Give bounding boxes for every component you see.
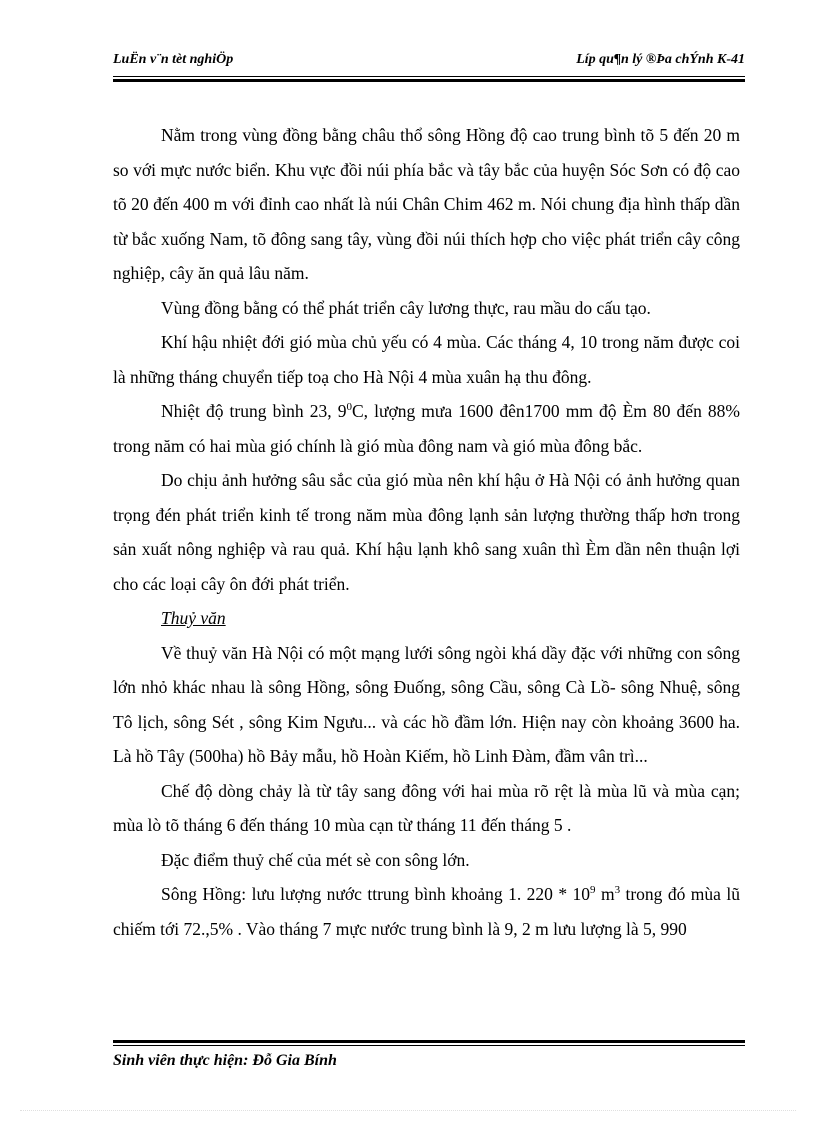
paragraph-temperature [113, 394, 740, 463]
paragraph-river-characteristics: Đặc điểm thuỷ chế của mét sè con sông lớn. [161, 849, 470, 870]
page-body [113, 118, 740, 946]
paragraph-climate-influence: Do chịu ảnh hưởng sâu sắc của gió mùa nên khí hậu ở Hà Nội có ảnh hưởng quan trọng đén phát triển kinh tế trong năm mùa đông lạnh sản lượng thường thấp hơn trong sản xuất nông nghiệp và rau quả. Khí hậu lạnh khô sang xuân thì Èm dần nên thuận lợi cho các loại cây ôn đới phát triển. [113, 470, 740, 594]
paragraph-plains: Vùng đồng bằng có thể phát triển cây lương thực, rau mầu do cấu tạo. [161, 297, 651, 318]
footer-student-name: Sinh viên thực hiện: Đỗ Gia Bính [113, 1052, 337, 1069]
flow-text: Sông Hồng: lưu lượng nước ttrung bình khoảng 1. 220 * 10 [161, 884, 591, 904]
page-header [113, 52, 745, 76]
flow-text-rest: trong đó mùa lũ chiếm tới 72.,5% . Vào tháng 7 mực nước trung bình là 9, 2 m lưu lượng là 5, 990 [113, 884, 740, 939]
paragraph-climate-seasons: Khí hậu nhiệt đới gió mùa chủ yếu có 4 mùa. Các tháng 4, 10 trong năm được coi là những tháng chuyển tiếp toạ cho Hà Nội 4 mùa xuân hạ thu đông. [113, 332, 740, 387]
header-class-name: Líp qu¶n lý ®Þa chÝnh K-41 [576, 52, 745, 67]
paragraph-terrain: Nằm trong vùng đồng bằng châu thổ sông Hồng độ cao trung bình tõ 5 đến 20 m so với mực nước biển. Khu vực đồi núi phía bắc và tây bắc của huyện Sóc Sơn có độ cao tõ 20 đến 400 m với đỉnh cao nhất là núi Chân Chim 462 m. Nói chung địa hình thấp dần từ bắc xuống Nam, tõ đông sang tây, vùng đồi núi thích hợp cho việc phát triển cây công nghiệp, cây ăn quả lâu năm. [113, 125, 740, 283]
page-bottom-dotted-border [20, 1110, 796, 1111]
header-rule-thin [113, 76, 745, 77]
flow-unit-sup: 3 [614, 884, 621, 896]
subheading-hydrology: Thuỷ văn [161, 608, 226, 628]
temperature-text-rest: C, lượng mưa 1600 đên1700 mm độ Èm 80 đến 88% trong năm có hai mùa gió chính là gió mùa đông nam và gió mùa đông bắc. [113, 401, 740, 456]
paragraph-red-river-flow [113, 877, 740, 946]
footer-rule-thick [113, 1040, 745, 1043]
header-rule-thick [113, 79, 745, 82]
footer-rule-thin [113, 1045, 745, 1046]
paragraph-river-network: Về thuỷ văn Hà Nội có một mạng lưới sông ngòi khá dầy đặc với những con sông lớn nhỏ khác nhau là sông Hồng, sông Đuống, sông Cầu, sông Cà Lồ- sông Nhuệ, sông Tô lịch, sông Sét , sông Kim Ngưu... và các hồ đầm lớn. Hiện nay còn khoảng 3600 ha. Là hồ Tây (500ha) hồ Bảy mẫu, hồ Hoàn Kiếm, hồ Linh Đàm, đầm vân trì... [113, 642, 740, 766]
temperature-text: Nhiệt độ trung bình 23, 9 [161, 401, 347, 421]
flow-exponent-sup: 9 [590, 884, 596, 896]
temperature-degree-sup: 0 [346, 401, 352, 413]
header-thesis-title: LuËn v¨n tèt nghiÖp [113, 52, 234, 67]
paragraph-flow-regime: Chế độ dòng chảy là từ tây sang đông với hai mùa rõ rệt là mùa lũ và mùa cạn; mùa lò tõ tháng 6 đến tháng 10 mùa cạn từ tháng 11 đến tháng 5 . [113, 780, 740, 835]
flow-unit-text: m [595, 884, 615, 904]
